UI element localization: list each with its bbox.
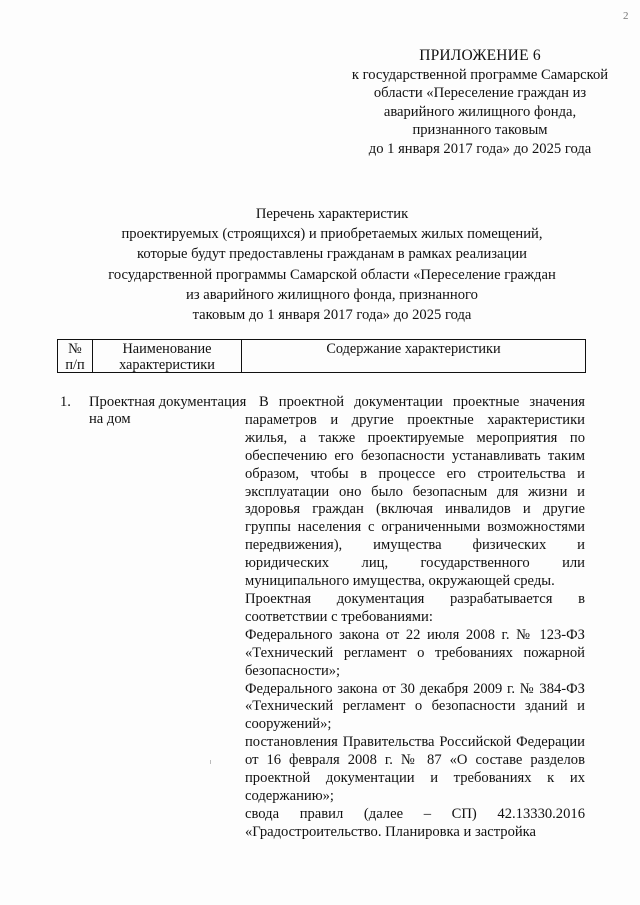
document-title [78, 204, 586, 325]
title-line: таковым до 1 января 2017 года» до 2025 года [192, 307, 472, 324]
title-line: государственной программы Самарской области «Переселение граждан [108, 266, 556, 283]
content-paragraph: Федерального закона от 30 декабря 2009 г. № 384-ФЗ «Технический регламент о безопасности зданий и сооружений»; [245, 680, 585, 733]
title-line: проектируемых (строящихся) и приобретаемых жилых помещений, [121, 226, 543, 243]
header-number-abbrev: п/п [65, 357, 85, 373]
title-line: Перечень характеристик [255, 206, 409, 222]
header-content-cell [242, 340, 585, 372]
header-number-cell [58, 340, 93, 372]
row-content [245, 394, 585, 842]
header-content-label: Содержание характеристики [326, 341, 501, 357]
appendix-line: аварийного жилищного фонда, [383, 103, 577, 120]
page-number: 2 [623, 10, 629, 22]
header-name-cell [93, 340, 242, 372]
scan-mark [210, 760, 211, 764]
content-paragraph: Федерального закона от 22 июля 2008 г. № 123-ФЗ «Технический регламент о требованиях пожарной безопасности»; [245, 626, 585, 679]
appendix-title: ПРИЛОЖЕНИЕ 6 [419, 47, 541, 64]
header-name-line: характеристики [119, 357, 215, 373]
title-line: которые будут предоставлены гражданам в рамках реализации [137, 246, 527, 263]
row-number: 1. [60, 394, 71, 410]
header-number-symbol: № [68, 341, 82, 357]
header-name-line: Наименование [122, 341, 212, 357]
table-header [57, 339, 586, 373]
appendix-line: области «Переселение граждан из [373, 85, 587, 102]
content-paragraph: свода правил (далее – СП) 42.13330.2016 «Градостроительство. Планировка и застройка [245, 805, 585, 840]
appendix-line: до 1 января 2017 года» до 2025 года [368, 140, 592, 157]
row-name: Проектная документация на дом [89, 394, 247, 427]
content-paragraph: постановления Правительства Российской Федерации от 16 февраля 2008 г. № 87 «О составе разделов проектной документации и требованиях к их содержанию»; [245, 734, 585, 804]
content-paragraph: Проектная документация разрабатывается в соответствии с требованиями: [245, 590, 585, 625]
appendix-line: к государственной программе Самарской [351, 66, 609, 83]
appendix-line: признанного таковым [412, 122, 548, 139]
content-paragraph: В проектной документации проектные значения параметров и другие проектные характеристики жилья, а также проектируемые мероприятия по обеспечению его безопасности устанавливать таким образом, чтобы в процессе его строительства и эксплуатации оно было безопасным для жизни и здоровья граждан (включая инвалидов и другие группы населения с ограниченными возможностями передвижения), имущества физических и юридических лиц, государственного или муниципального имущества, окружающей среды. [245, 394, 585, 590]
title-line: из аварийного жилищного фонда, признанного [186, 286, 478, 303]
appendix-header [330, 47, 630, 159]
